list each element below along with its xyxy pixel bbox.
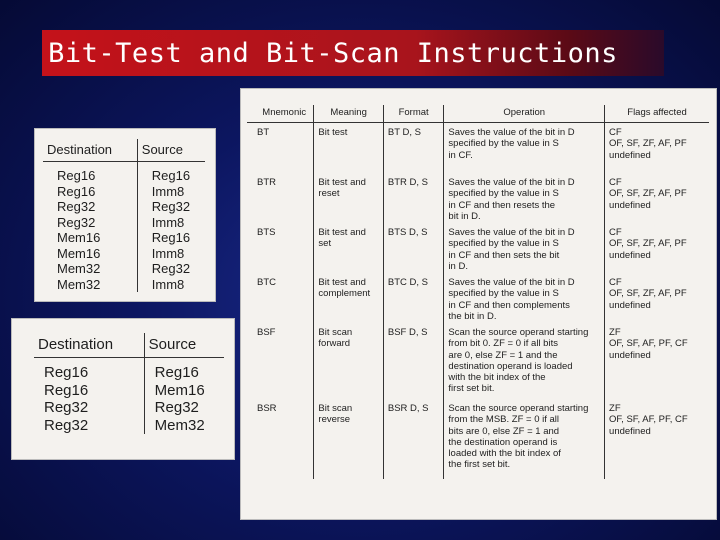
mnemonic-cell: BSF bbox=[247, 323, 314, 399]
table-row bbox=[34, 399, 224, 417]
operation-cell: Saves the value of the bit in D specified by the value in S in CF and then sets the bit in D. bbox=[444, 223, 605, 273]
slide-title: Bit-Test and Bit-Scan Instructions bbox=[48, 37, 618, 69]
table-cell: Imm8 bbox=[151, 183, 185, 199]
flags-cell: CF OF, SF, ZF, AF, PF undefined bbox=[609, 227, 687, 261]
table-cell: Reg32 bbox=[34, 399, 144, 417]
format-cell: BTS D, S bbox=[383, 223, 444, 273]
operand-table bbox=[34, 333, 224, 434]
table-cell: Reg32 bbox=[43, 215, 137, 231]
table-cell: Mem32 bbox=[154, 416, 205, 434]
title-bar bbox=[42, 30, 664, 76]
operand-table-bit-test bbox=[34, 128, 216, 302]
table-cell: Reg16 bbox=[151, 230, 191, 245]
table-cell: Mem32 bbox=[43, 261, 137, 277]
table-row bbox=[34, 417, 224, 435]
mnemonic-cell: BTR bbox=[247, 173, 314, 223]
table-cell: Mem16 bbox=[154, 381, 205, 399]
table-row bbox=[247, 173, 709, 223]
table-row bbox=[247, 323, 709, 399]
column-header-destination: Destination bbox=[43, 139, 137, 162]
table-row bbox=[43, 215, 205, 231]
column-header-mnemonic: Mnemonic bbox=[247, 105, 314, 123]
table-cell: Reg16 bbox=[151, 168, 191, 183]
format-cell: BTC D, S bbox=[383, 273, 444, 323]
flags-cell: ZF OF, SF, AF, PF, CF undefined bbox=[609, 327, 688, 361]
meaning-cell: Bit test bbox=[314, 123, 383, 174]
table-row bbox=[247, 399, 709, 479]
column-header-meaning: Meaning bbox=[314, 105, 383, 123]
table-cell: Reg16 bbox=[43, 184, 137, 200]
table-row bbox=[247, 223, 709, 273]
meaning-cell: Bit test and set bbox=[314, 223, 383, 273]
mnemonic-cell: BSR bbox=[247, 399, 314, 479]
table-cell: Reg16 bbox=[43, 162, 137, 184]
table-row bbox=[43, 199, 205, 215]
table-row bbox=[247, 273, 709, 323]
flags-cell: CF OF, SF, ZF, AF, PF undefined bbox=[609, 277, 687, 311]
meaning-cell: Bit scan forward bbox=[314, 323, 383, 399]
column-header-flags: Flags affected bbox=[605, 105, 709, 123]
table-cell: Reg32 bbox=[154, 399, 199, 416]
operation-cell: Saves the value of the bit in D specified by the value in S in CF. bbox=[444, 123, 605, 174]
table-cell: Imm8 bbox=[151, 214, 185, 230]
table-row bbox=[43, 277, 205, 293]
column-header-operation: Operation bbox=[444, 105, 605, 123]
operand-table bbox=[43, 139, 205, 292]
table-row bbox=[43, 162, 205, 184]
column-header-source: Source bbox=[137, 139, 205, 162]
table-row bbox=[43, 246, 205, 262]
table-cell: Reg32 bbox=[43, 199, 137, 215]
table-cell: Reg32 bbox=[151, 199, 191, 214]
table-cell: Reg32 bbox=[34, 417, 144, 435]
table-cell: Reg16 bbox=[34, 358, 144, 382]
table-cell: Reg16 bbox=[34, 382, 144, 400]
table-cell: Imm8 bbox=[151, 245, 185, 261]
table-cell: Mem16 bbox=[43, 246, 137, 262]
operation-cell: Saves the value of the bit in D specified by the value in S in CF and then resets the bit in D. bbox=[444, 173, 605, 223]
column-header-destination: Destination bbox=[34, 333, 144, 358]
meaning-cell: Bit scan reverse bbox=[314, 399, 383, 479]
operation-cell: Scan the source operand starting from bit 0. ZF = 0 if all bits are 0, else ZF = 1 and the destination operand is loaded with the bit index of the first set bit. bbox=[444, 323, 605, 399]
flags-cell: CF OF, SF, ZF, AF, PF undefined bbox=[609, 177, 687, 211]
table-row bbox=[43, 261, 205, 277]
table-cell: Mem32 bbox=[43, 277, 137, 293]
instruction-table bbox=[247, 105, 709, 479]
table-row bbox=[43, 230, 205, 246]
operation-cell: Saves the value of the bit in D specified by the value in S in CF and then complements the bit in D. bbox=[444, 273, 605, 323]
column-header-format: Format bbox=[383, 105, 444, 123]
meaning-cell: Bit test and reset bbox=[314, 173, 383, 223]
operand-table-bit-scan bbox=[11, 318, 235, 460]
table-row bbox=[247, 123, 709, 174]
format-cell: BSF D, S bbox=[383, 323, 444, 399]
mnemonic-cell: BTC bbox=[247, 273, 314, 323]
instruction-table-panel bbox=[240, 88, 717, 520]
flags-cell: CF OF, SF, ZF, AF, PF undefined bbox=[609, 127, 687, 161]
operation-cell: Scan the source operand starting from the MSB. ZF = 0 if all bits are 0, else ZF = 1 and the destination operand is loaded with the bit index of the first set bit. bbox=[444, 399, 605, 479]
table-row bbox=[43, 184, 205, 200]
table-cell: Reg32 bbox=[151, 261, 191, 276]
mnemonic-cell: BTS bbox=[247, 223, 314, 273]
table-row bbox=[34, 358, 224, 382]
format-cell: BTR D, S bbox=[383, 173, 444, 223]
flags-cell: ZF OF, SF, AF, PF, CF undefined bbox=[609, 403, 688, 437]
table-cell: Reg16 bbox=[154, 364, 199, 381]
table-cell: Mem16 bbox=[43, 230, 137, 246]
format-cell: BSR D, S bbox=[383, 399, 444, 479]
format-cell: BT D, S bbox=[383, 123, 444, 174]
table-cell: Imm8 bbox=[151, 276, 185, 292]
column-header-source: Source bbox=[144, 333, 224, 358]
table-row bbox=[34, 382, 224, 400]
mnemonic-cell: BT bbox=[247, 123, 314, 174]
meaning-cell: Bit test and complement bbox=[314, 273, 383, 323]
